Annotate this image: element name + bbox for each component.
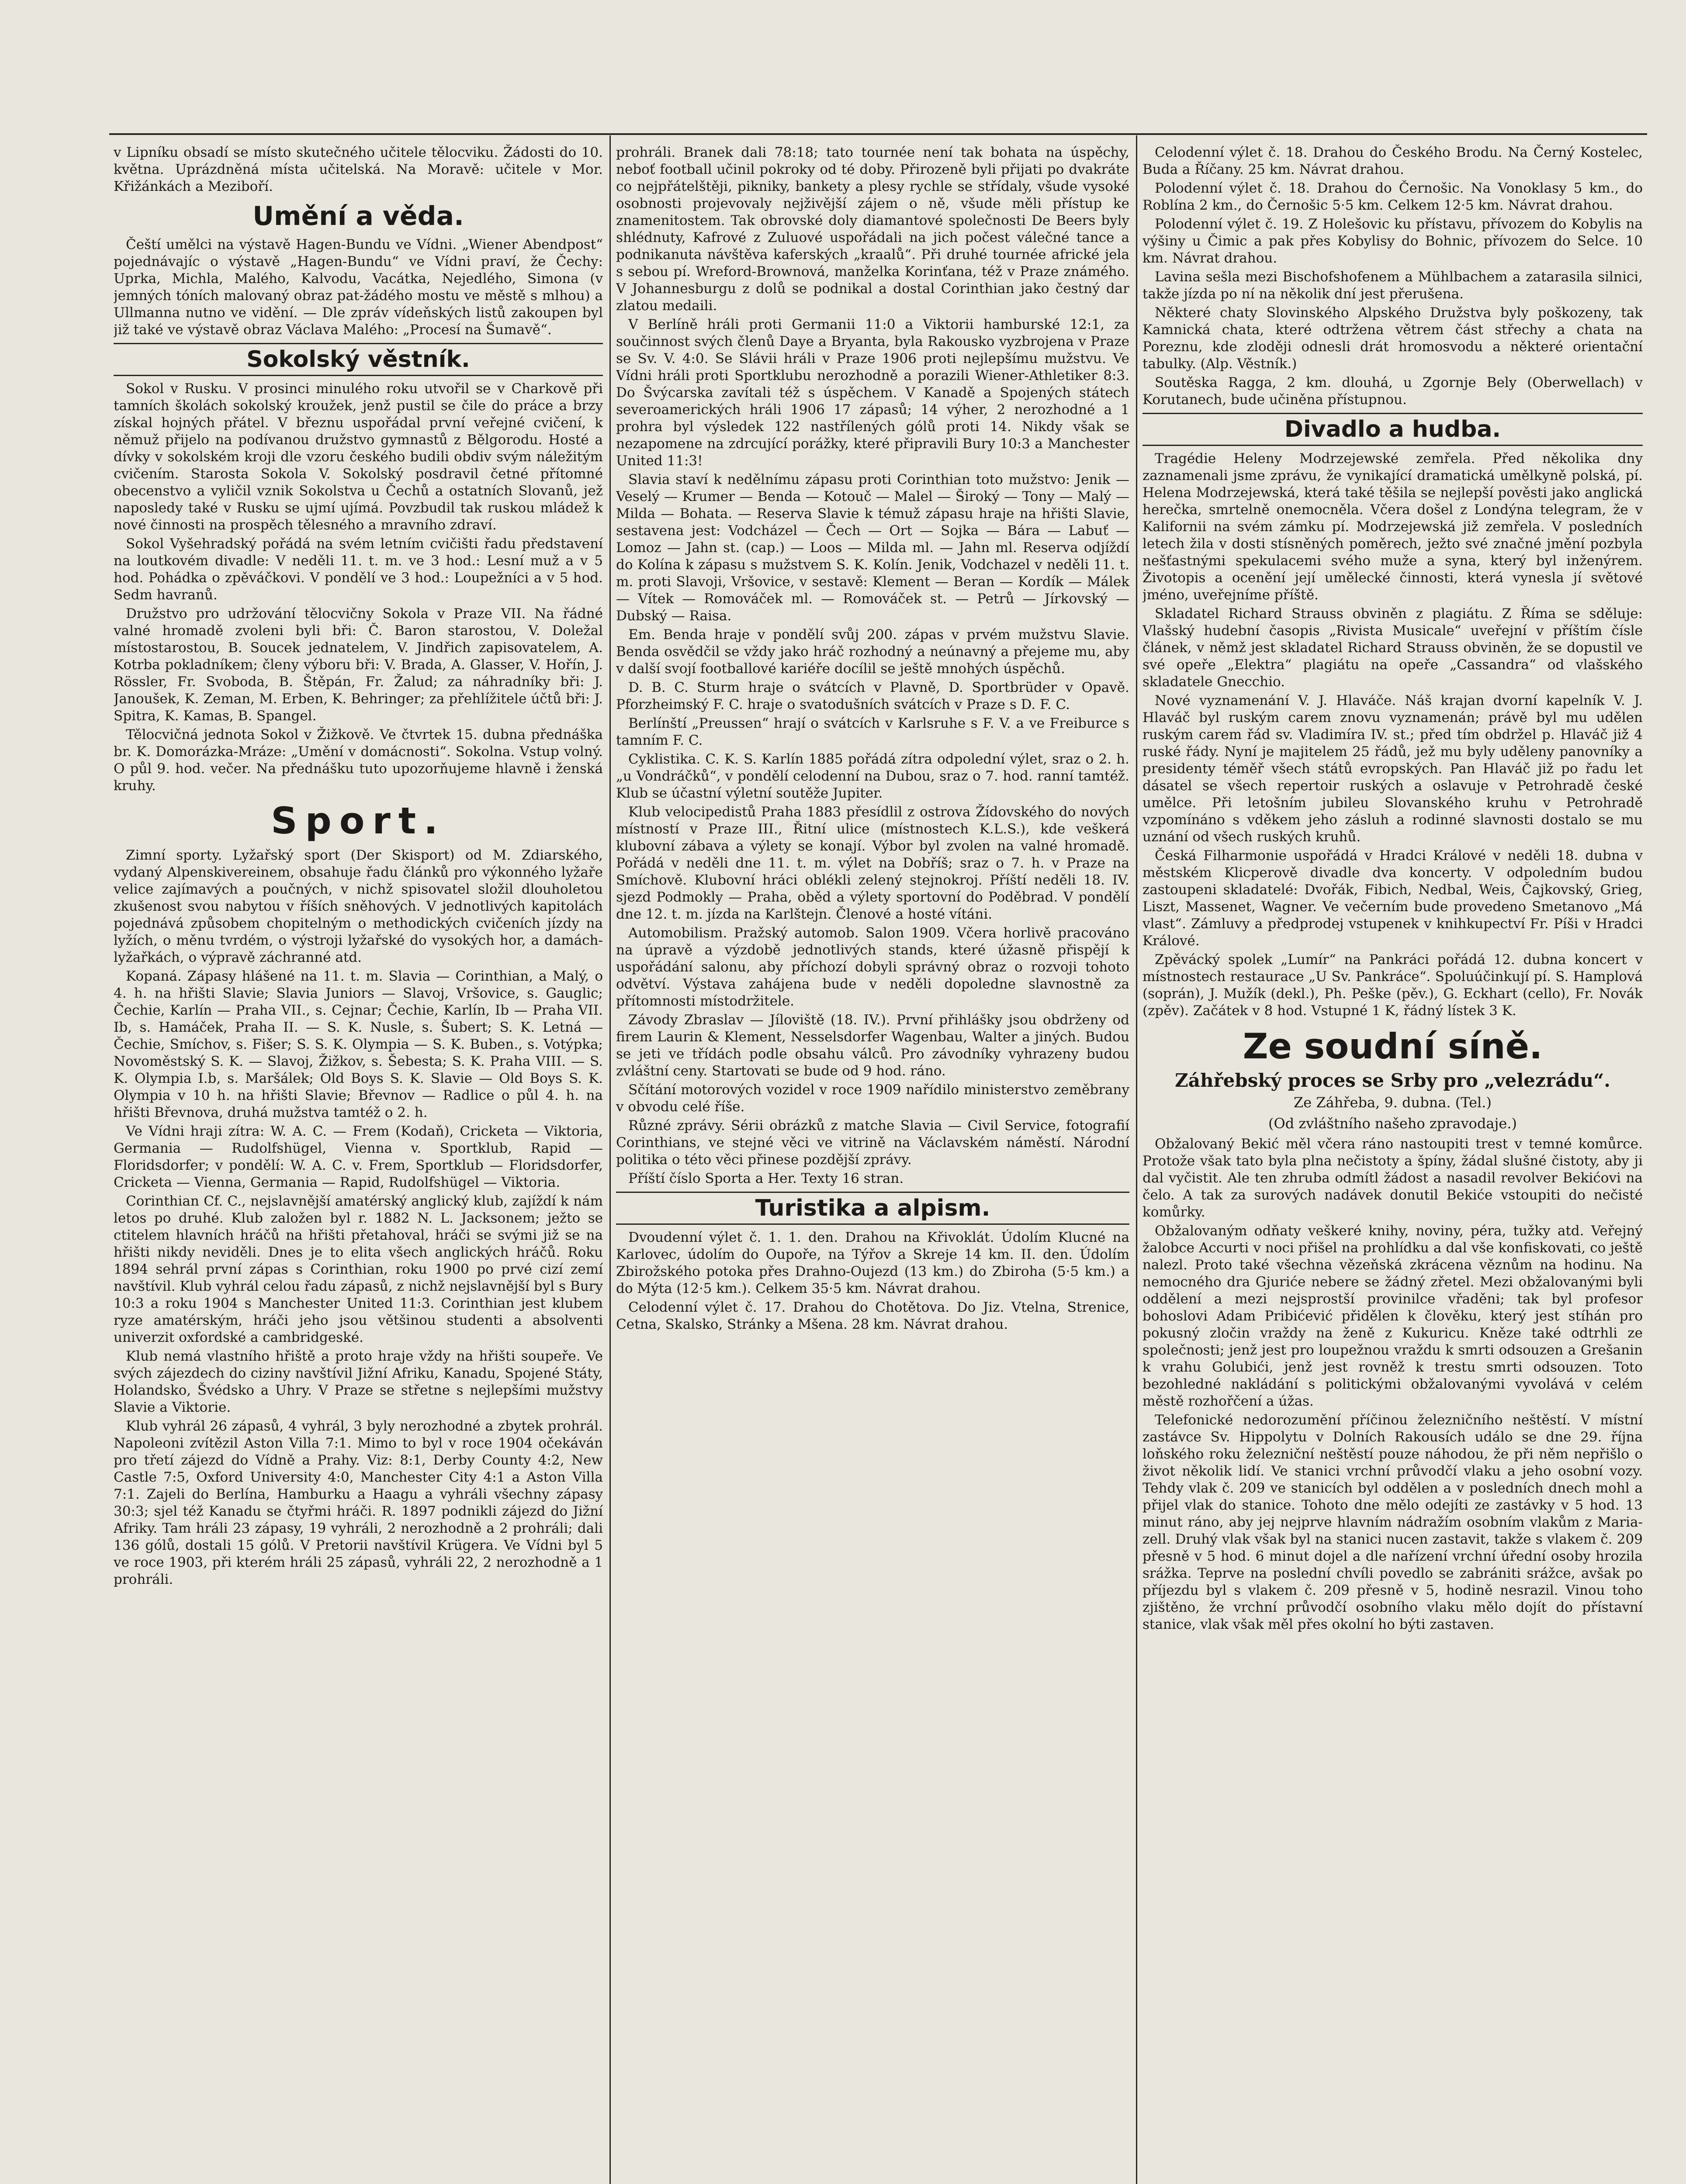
article-vylet-19: Polodenní výlet č. 19. Z Holešovic ku přístavu, přívozem do Kobylis na výšiny u Čimic a pak přes Kobylisy do Bohnic, přívozem do Selce. 10 km. Návrat drahou. xyxy=(1142,216,1643,266)
article-sokol-vysehrad: Sokol Vyšehradský pořádá na svém letním cvičišti řadu představení na loutkovém divadle: V neděli 11. t. m. ve 3 hod.: Lesní muž a v 5 hod. Pohádka o zpěváčkovi. V pondělí ve 3 hod.: Loupežníci a v 5 hod. Sedm havranů. xyxy=(114,536,603,603)
article-vylet-18b: Polodenní výlet č. 18. Drahou do Černošic. Na Vonoklasy 5 km., do Roblína 2 km., do Černošic 5·5 km. Celkem 12·5 km. Návrat drahou. xyxy=(1142,180,1643,213)
article-sturm: D. B. C. Sturm hraje o svátcích v Plavně, D. Sportbrüder v Opavě. Pforzheimský F. C. hraje o svatodušních svátcích v Praze s D. F. C. xyxy=(616,680,1129,712)
article-kopana: Kopaná. Zápasy hlášené na 11. t. m. Slavia — Corinthian, a Malý, o 4. h. na hřišti Slavie; Slavia Juniors — Slavoj, Vršovice, s. Gauglic; Čechie, Karlín — Praha VII., s. Cejnar; Čechie, Karlín, Ib — Praha VII. Ib, s. Hamáček, Praha II. — S. K. Nusle, s. Šubert; S. K. Letná — Čechie, Smíchov, s. Fišer; S. S. K. Olympia — S. K. Buben., s. Votýpka; Novoměstský S. K. — Slavoj, Žižkov, s. Šebesta; S. K. Praha VIII. — S. K. Olympia I.b, s. Maršálek; Old Boys S. K. Slavie — Old Boys S. K. Olympia v 10 h. na hřišti Slavie; Břevnov — Radlice o půl 4. h. na hřišti Břevnova, druhá mužstva tamtéž o 2. h. xyxy=(114,968,603,1120)
article-zavody-zbraslav: Závody Zbraslav — Jíloviště (18. IV.). První přihlášky jsou obdrženy od firem Laurin & Klement, Nesselsdorfer Wagenbau, Walter a jiných. Budou se jeti ve třídách podle obsahu válců. Pro závodníky vyhrazeny budou zvláštní ceny. Startovati se bude od 9 hod. ráno. xyxy=(616,1012,1129,1079)
article-ruzne-zpravy: Různé zprávy. Sérii obrázků z matche Slavia — Civil Service, fotografií Corinthians, ve stejné věci ve vitrině na Václavském náměstí. Národní politika o této věci přinese pozdější zprávy. xyxy=(616,1118,1129,1168)
article-sokol-praha-vii: Družstvo pro udržování tělocvičny Sokola v Praze VII. Na řádné valné hromadě zvoleni byli bři: Č. Baron starostou, V. Doležal místostarostou, B. Soucek jednatelem, V. Jindřich zapisovatelem, A. Kotrba pokladníkem; členy výboru bři: V. Brada, A. Glasser, V. Hořín, J. Rössler, Fr. Svoboda, B. Štěpán, Fr. Žalud; za náhradníky bři: J. Janoušek, K. Zeman, M. Erben, K. Behringer; za přehlížitele účtů bři: J. Spitra, K. Kamas, B. Spangel. xyxy=(114,606,603,724)
article-bekic: Obžalovaný Bekić měl včera ráno nastoupiti trest v temné komůrce. Protože však tato byla plna nečistoty a špíny, žádal slušné čistoty, aby ji dal vyčistit. Ale ten zhruba odmítl žádost a nasadil revolver Bekićovi na čelo. A tak za surových nadávek donutil Bekiće vstoupiti do nečisté komůrky. xyxy=(1142,1136,1643,1220)
article-hlavac: Nové vyznamenání V. J. Hlaváče. Náš krajan dvorní kapelník V. J. Hlaváč byl ruským carem znovu vyznamenán; právě byl mu udělen ruským carem řád sv. Vladimíra IV. st.; před tím obdržel p. Hlaváč již 4 ruské řády. Nyní je majitelem 25 řádů, jež mu byly uděleny panovníky a presidenty téměř všech států evropských. Pan Hlaváč již po řadu let dásatel se všech repertoir ruských a oslavuje v Petrohradě české umělce. Při letošním jubileu Slovanského kruhu v Petrohradě vzpomínáno s vděkem jeho zásluh a rodinné slavnosti dostalo se mu uznání od všech ruských kruhů. xyxy=(1142,693,1643,845)
dateline-zahreb: Ze Záhřeba, 9. dubna. (Tel.) xyxy=(1294,1094,1492,1111)
section-heading-umeni: Umění a věda. xyxy=(253,201,464,232)
article-filharmonie: Česká Filharmonie uspořádá v Hradci Králové v neděli 18. dubna v městském Klicperově divadle dva koncerty. V odpoledním budou zastoupeni skladatelé: Dvořák, Fibich, Nedbal, Weis, Čajkovský, Grieg, Liszt, Massenet, Wagner. Ve večerním bude provedeno Smetanovo „Má vlast“. Zámluvy a předprodej vstupenek v knihkupectví Fr. Píši v Hradci Králové. xyxy=(1142,848,1643,949)
article-berlin: V Berlíně hráli proti Germanii 11:0 a Viktorii hamburské 12:1, za součinnost svých členů Daye a Bryanta, byla Rakousko vyzbrojena v Praze se Sv. V. 4:0. Se Slávii hráli v Praze 1906 proti nejlepšímu mužstvu. Ve Vídni hráli proti Sportklubu nerozhodně a porazili Wiener-Athletiker 8:3. Do Švýcarska zavítali též s úspěchem. V Kanadě a Spojených státech severoamerických hráli 1906 17 zápasů; 14 výher, 2 nerozhodné a 1 prohra byl výsledek 122 nastřílených gólů proti 14. Nikdy však se nezapomene na zdrcující porážky, které připravili Bury 10:3 a Manchester United 11:3! xyxy=(616,317,1129,469)
article-pristi-cislo: Příští číslo Sporta a Her. Texty 16 stran. xyxy=(628,1171,904,1186)
article-lumir: Zpěvácký spolek „Lumír“ na Pankráci pořádá 12. dubna koncert v místnostech restaurace „U Sv. Pankráce“. Spoluúčinkují pí. S. Hamplová (soprán), J. Mužík (dekl.), Ph. Peške (pěv.), G. Eckhart (cello), Fr. Novák (zpěv). Začátek v 8 hod. Vstupné 1 K, řádný lístek 3 K. xyxy=(1142,952,1643,1019)
correspondent-note: (Od zvláštního našeho zpravodaje.) xyxy=(1268,1115,1517,1132)
article-viden: Ve Vídni hraji zítra: W. A. C. — Frem (Kodaň), Cricketa — Viktoria, Germania — Rudolfshügel, Vienna v. Sportklub, Rapid — Floridsdorfer; v pondělí: W. A. C. v. Frem, Sportklub — Floridsdorfer, Cricketa — Vienna, Germania — Rapid, Rudolfshügel — Viktoria. xyxy=(114,1123,603,1190)
article-corinthian-2: Klub nemá vlastního hřiště a proto hraje vždy na hřišti soupeře. Ve svých zájezdech do ciziny navštívil Jižní Afriku, Kanadu, Spojené Státy, Holandsko, Švédsko a Uhry. V Praze se střetne s nejlepšími mužstvy Slavie a Viktorie. xyxy=(114,1348,603,1415)
article-zimni-sporty: Zimní sporty. Lyžařský sport (Der Skisport) od M. Zdiarského, vydaný Alpenskivereinem, obsahuje řadu článků pro výkonného lyžaře velice zajímavých a poučných, v nichž spisovatel složil dlouholetou zkušenost svou nabytou v říších sněhových. V jednotlivých kapitolách pojednává způsobem chopitelným o methodických cvičeních jízdy na lyžích, o měnu tvrdém, o výstroji lyžařské do vysokých hor, a damách-lyžařkách, o výpravě záchranné atd. xyxy=(114,847,603,965)
article-vylet-18a: Celodenní výlet č. 18. Drahou do Českého Brodu. Na Černý Kostelec, Buda a Říčany. 25 km. Návrat drahou. xyxy=(1142,145,1643,177)
article-telefonicke: Telefonické nedorozumění příčinou železničního neštěstí. V místní zastávce Sv. Hippolytu v Dolních Rakousích událo se dne 29. října loňského roku železniční neštěstí pouze náhodou, že při něm nepřišlo o život několik lidí. Ve stanici vrchní průvodčí vlaku a jeho osobní vozy. Tehdy vlak č. 209 ve stanicích byl oddělen a v posledních dnech mohl a přijel vlak do stanice. Tohoto dne mělo odejíti ze zastávky v 5 hod. 13 minut ráno, aby jej nejprve hlavním nádražím osobním vlakům z Mariazell. Druhý vlak však byl na stanici nucen zastavit, takže s vlakem č. 209 přesně v 5 hod. 6 minut dojel a dle nařízení vrchní úřední osoby hrozila srážka. Teprve na poslední chvíli povedlo se zabrániti srážce, avšak po příjezdu byl s vlakem č. 209 přesně v 5, hodině nesrazil. Vinou toho zjištěno, že vrchní průvodčí osobního vlaku mělo dojít do přístavní stanice, vlak však měl přes okolní ho býti zastaven. xyxy=(1142,1412,1643,1632)
section-heading-divadlo: Divadlo a hudba. xyxy=(1142,413,1643,446)
column-left xyxy=(114,144,603,2184)
article-lavina: Lavina sešla mezi Bischofshofenem a Mühlbachem a zatarasila silnici, takže jízda po ní na několik dní jest přerušena. xyxy=(1142,269,1643,302)
section-heading-sokol: Sokolský věstník. xyxy=(114,343,603,376)
article-vylet-1: Dvoudenní výlet č. 1. 1. den. Drahou na Křivoklát. Údolím Klucné na Karlovec, údolím do Oupoře, na Týřov a Skreje 14 km. II. den. Údolím Zbirožského potoka přes Drahno-Oujezd (13 km.) do Zbiroha (5·5 km.) a do Mýta (12·5 km.). Celkem 35·5 km. Návrat drahou. xyxy=(616,1230,1129,1296)
article-vylet-17: Celodenní výlet č. 17. Drahou do Chotětova. Do Jiz. Vtelna, Strenice, Cetna, Skalsko, Stránky a Mšena. 28 km. Návrat drahou. xyxy=(616,1299,1129,1332)
article-preussen: Berlínští „Preussen“ hrají o svátcích v Karlsruhe s F. V. a ve Freiburce s tamním F. C. xyxy=(616,715,1129,748)
article-cyklistika: Cyklistika. C. K. S. Karlín 1885 pořádá zítra odpolední výlet, sraz o 2. h. „u Vondráčků“, v pondělí celodenní na Dubou, sraz o 7. hod. ranní tamtéž. Klub se účastní výletní soutěže Jupiter. xyxy=(616,751,1129,801)
subheading-zahreb: Záhřebský proces se Srby pro „velezrádu“. xyxy=(1175,1070,1610,1091)
article-sokol-rusko: Sokol v Rusku. V prosinci minulého roku utvořil se v Charkově při tamních školách sokolský kroužek, jenž pustil se čile do práce a brzy získal hojných přátel. V březnu uspořádal první veřejné cvičení, k němuž přijelo na podívanou družstvo gymnastů z Bělgorodu. Hosté a dívky v sokolském kroji dle vzoru českého budili obdiv svým náležitým cvičením. Starosta Sokola V. Sokolský posdravil četné přítomné obecenstvo a vyličil vznik Sokolstva u Čechů a ostatních Slovanů, jež naposledy také v Rusku se ujmí ujímá. Povzbudil tak ruskou mládež k nové činnosti na prospěch tělesného a mravního zdraví. xyxy=(114,381,603,533)
article-corinthian: Corinthian Cf. C., nejslavnější amatérský anglický klub, zajíždí k nám letos po druhé. Klub založen byl r. 1882 N. L. Jacksonem; ježto se ctitelem hlavních hráčů na hřišti přetahoval, hráči se svými již se na hřišti nikdy neviděli. Dnes je to elita všech anglických hráčů. Roku 1894 sehrál první zápas s Corinthian, roku 1900 po prvé cizí zemí navštívil. Klub vyhrál celou řadu zápasů, z nichž nejslavnější byl s Bury 10:3 a roku 1904 s Manchester United 11:3. Corinthian jest klubem ryze amatérským, hráči jeho jsou většinou studenti a absolventi univerzit oxfordské a cambridgeské. xyxy=(114,1193,603,1345)
intro-notice: v Lipníku obsadí se místo skutečného učitele tělocviku. Žádosti do 10. května. Uprázdněná místa učitelská. Na Moravě: učitele v Mor. Křižánkách a Meziboří. xyxy=(114,145,603,194)
article-modrzejewska: Tragédie Heleny Modrzejewské zemřela. Před několika dny zaznamenali jsme zprávu, že vynikající dramatická umělkyně polská, pí. Helena Modrzejewská, která také těšila se nejlepší pověsti jako anglická herečka, smrtelně onemocněla. Včera došel z Londýna telegram, že v Kalifornii na svém zámku pí. Modrzejewská již zemřela. V posledních letech žila v dosti stísněných poměrech, ježto své značné jmění pozbyla nešťastnými spekulacemi svého muže a syna, který byl inženýrem. Životopis a ocenění její umělecké činnosti, která vynesla jí světové jméno, uveřejníme příště. xyxy=(1142,451,1643,603)
column-right xyxy=(1142,144,1643,2184)
article-corinthian-3: Klub vyhrál 26 zápasů, 4 vyhrál, 3 byly nerozhodné a zbytek prohrál. Napoleoni zvítězil Aston Villa 7:1. Mimo to byl v roce 1904 očekáván pro třetí zájezd do Vídně a Prahy. Viz: 8:1, Derby County 4:2, New Castle 7:5, Oxford University 4:0, Manchester City 4:1 a Aston Villa 7:1. Zajeli do Berlína, Hamburku a Haagu a vyhráli všechny zápasy 30:3; sjel též Kanadu se čtyřmi hráči. R. 1897 podnikli zájezd do Jižní Afriky. Tam hráli 23 zápasy, 19 vyhráli, 2 nerozhodně a 2 prohráli; dali 136 gólů, dostali 15 gólů. V Pretorii navštívil Krügera. Ve Vídni byl 5 ve roce 1903, při kterém hráli 25 zápasů, vyhráli 22, 2 nerozhodně a 1 prohráli. xyxy=(114,1418,603,1587)
article-slavia-lineup: Slavia staví k nedělnímu zápasu proti Corinthian toto mužstvo: Jenik — Veselý — Krumer — Benda — Kotouč — Malel — Široký — Tony — Malý — Milda — Bohata. — Reserva Slavie k témuž zápasu hraje na hřišti Slavie, sestavena jest: Vodcházel — Čech — Ort — Sojka — Bára — Labuť — Lomoz — Jahn st. (cap.) — Loos — Milda ml. — Jahn ml. Reserva odjíždí do Kolína k zápasu s mužstvem S. K. Kolín. Jenik, Vodchazel v neděli 11. t. m. proti Slavoji, Vršovice, v sestavě: Klement — Beran — Kordík — Málek — Vítek — Romováček ml. — Romováček st. — Petrů — Jírkovský — Dubský — Raisa. xyxy=(616,472,1129,624)
article-chaty: Některé chaty Slovinského Alpského Družstva byly poškozeny, tak Kamnická chata, které odtržena větrem část střechy a chata na Poreznu, kde zloději odnesli drát hromosvodu a některé orientační tabulky. (Alp. Věstník.) xyxy=(1142,305,1643,372)
top-rule xyxy=(109,133,1647,135)
article-scitani: Sčítání motorových vozidel v roce 1909 nařídilo ministerstvo zeměbrany v obvodu celé říše. xyxy=(616,1082,1129,1115)
column-divider-2 xyxy=(1136,135,1137,2184)
article-corinthian-cont: prohráli. Branek dali 78:18; tato tournée není tak bohata na úspěchy, neboť football učinil pokroky od té doby. Přirozeně byli přijati po dvakráte co nejpřátelštěji, pikniky, bankety a plesy rychle se střídaly, všude vysoké osobnosti projevovaly nejživější zájem o ně, všude měli přístup ke znamenitostem. Tak obrovské doly diamantové společnosti De Beers byly shlédnuty, Kafrové z Zuluové uspořádali na jich počest válečné tance a podnikanuta návštěva kaferských „kraalů“. Při druhé tournée africké jela s sebou pí. Wreford-Brownová, manželka Korinťana, též v Praze známého. V Johannesburgu z dolů se podnikal a dostal Corinthian jako čestný dar zlatou medaili. xyxy=(616,145,1129,314)
column-divider-1 xyxy=(609,135,611,2184)
article-klub-velocipedistu: Klub velocipedistů Praha 1883 přesídlil z ostrova Žídovského do nových místností v Praze III., Řitní ulice (místnostech K.L.S.), kde veškerá klubovní zábava a výlety se konají. Výbor byl zvolen na valné hromadě. Pořádá v neděli dne 11. t. m. výlet na Dobříš; sraz o 7. h. v Praze na Smíchově. Klubovní hráci oblékli zelený stejnokroj. Příští neděli 18. IV. sjezd Podmokly — Praha, oběd a výlety sportovní do Poděbrad. V pondělí dne 12. t. m. jízda na Karlštejn. Členové a hosté vítáni. xyxy=(616,804,1129,922)
article-automobilism: Automobilism. Pražský automob. Salon 1909. Včera horlivě pracováno na úpravě a výzdobě jednotlivých stands, které úžasně přispějí k uspořádání salonu, aby příchozí dobyli správný obraz o rozvoji tohoto odvětví. Výstava zahájena bude v neděli dopoledne slavnostně za přítomnosti místodržitele. xyxy=(616,925,1129,1009)
article-obzalovani: Obžalovaným odňaty veškeré knihy, noviny, péra, tužky atd. Veřejný žalobce Accurti v noci přišel na prohlídku a dal vše konfiskovati, co ještě nalezl. Proto také všechna vězeňská zkrácena věznům na hodinu. Na nemocného dra Gjuriće nebere se žádný zřetel. Mezi obžalovanými byli oddělení a mezi nejsprostší provinilce vřaděni; tak byl profesor bohoslovi Adam Pribićević přidělen k člověku, který jest stíhán pro pokusný zločin vraždy na ženě z Kukuricu. Kněze také odtrhli ze společnosti; jenž jest pro loupežnou vraždu k smrti odsouzen a Grešanin k vrahu Golubići, jenž jest rovněž k trestu smrti odsouzen. Toto bezohledné nakládání s politickými obžalovanými vyvolává v celém městě rozhořčení a úžas. xyxy=(1142,1223,1643,1409)
article-soutěska: Soutěska Ragga, 2 km. dlouhá, u Zgornje Bely (Oberwellach) v Korutanech, bude učiněna přístupnou. xyxy=(1142,375,1643,408)
section-heading-soudni: Ze soudní síně. xyxy=(1243,1026,1543,1067)
article-strauss: Skladatel Richard Strauss obviněn z plagiátu. Z Říma se sděluje: Vlašský hudební časopis „Rivista Musicale“ uveřejní v příštím čísle článek, v němž jest skladatel Richard Strauss obviněn, že se dopustil ve své opeře „Elektra“ plagiátu na opeře „Cassandra“ od vlašského skladatele Gnecchio. xyxy=(1142,606,1643,690)
article-benda: Em. Benda hraje v pondělí svůj 200. zápas v prvém mužstvu Slavie. Benda osvědčil se vždy jako hráč rozhodný a neúnavný a přejeme mu, aby v další svojí footballové kariéře docílil se ještě mnohých úspěchů. xyxy=(616,627,1129,677)
column-middle xyxy=(616,144,1129,2184)
article-umeni: Čeští umělci na výstavě Hagen-Bundu ve Vídni. „Wiener Abendpost“ pojednávajíc o výstavě „Hagen-Bundu“ ve Vídni praví, že Čechy: Uprka, Michla, Malého, Kalvodu, Vacátka, Nejedlého, Simona (v jemných tóních malovaný obraz pat-žádého mostu ve městě s mlhou) a Ullmanna nutno ve vidění. — Dle zpráv vídeňských listů zakoupen byl již také ve výstavě obraz Václava Malého: „Procesí na Šumavě“. xyxy=(114,237,603,338)
section-heading-turistika: Turistika a alpism. xyxy=(616,1192,1129,1225)
section-heading-sport: Sport. xyxy=(271,799,446,842)
article-sokol-zizkov: Tělocvičná jednota Sokol v Žižkově. Ve čtvrtek 15. dubna přednáška br. K. Domorázka-Mráze: „Umění v domácnosti“. Sokolna. Vstup volný. O půl 9. hod. večer. Na přednášku tuto upozorňujeme hlavně i ženská kruhy. xyxy=(114,727,603,794)
